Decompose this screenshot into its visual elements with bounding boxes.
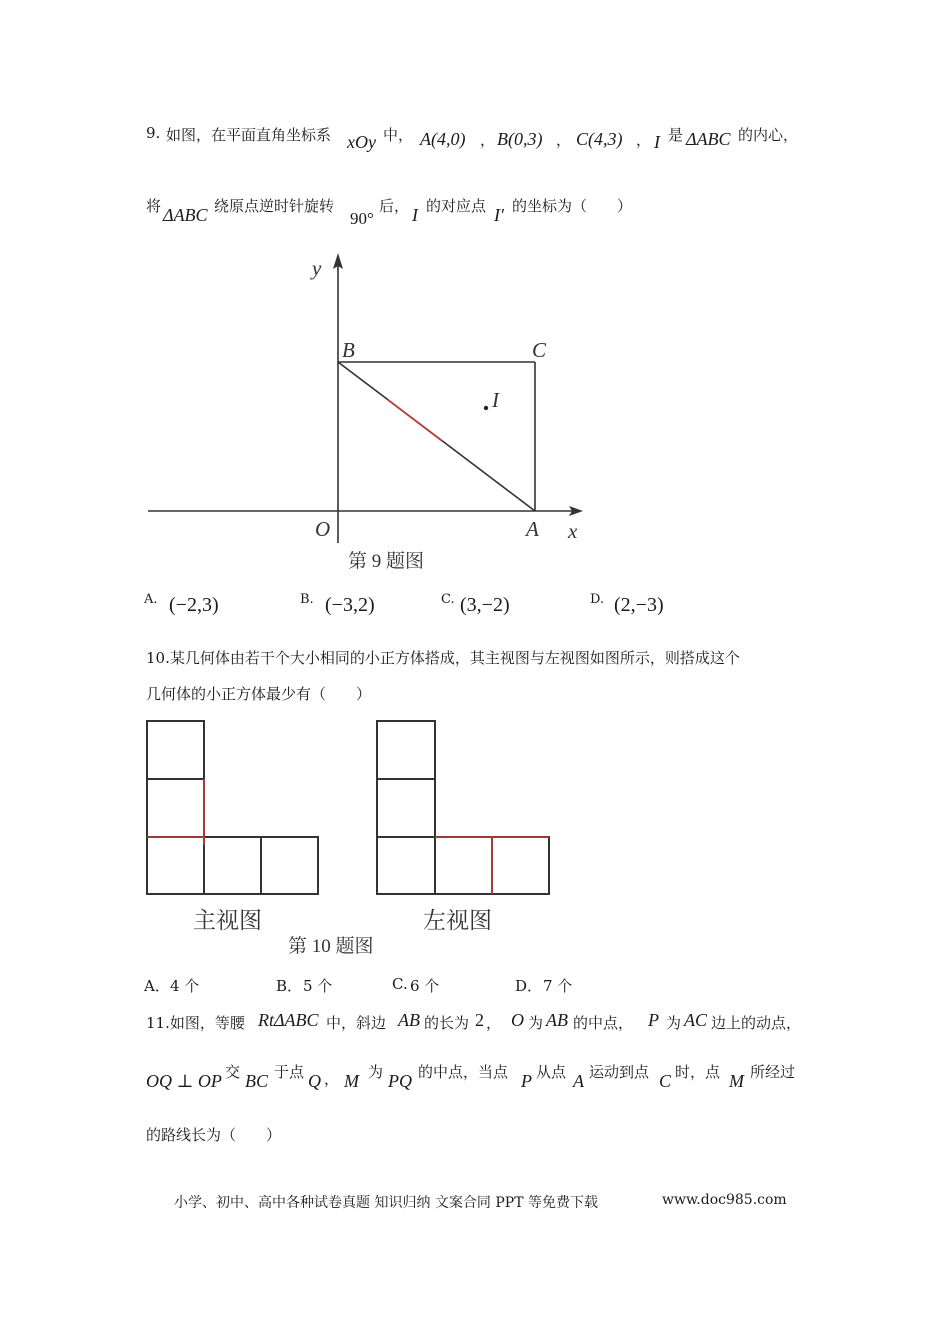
q11-text-b4: 为 (368, 1063, 384, 1081)
q11-ab-2: AB (546, 1010, 568, 1030)
q10-line-1: 10.某几何体由若干个大小相同的小正方体搭成，其主视图与左视图如图所示，则搭成这个 (146, 649, 740, 667)
origin-label: O (315, 517, 331, 541)
q10-option-a-value: 4 个 (170, 977, 200, 995)
q9-text-2: 中， (383, 126, 414, 144)
q10-option-c-letter: C. (392, 975, 408, 993)
front-view-red-marks (147, 779, 204, 845)
q11-ac: AC (684, 1010, 708, 1030)
left-view-cell (435, 837, 492, 894)
q9-degree: 90° (350, 209, 374, 228)
q11-text-b6: 从点 (536, 1063, 567, 1081)
q10-option-b-value: 5 个 (303, 977, 333, 995)
left-view-cell (377, 779, 435, 837)
q9-xoy: xOy (347, 132, 376, 152)
q9-incenter-i: I (654, 132, 660, 152)
q11-p: P (648, 1010, 659, 1030)
q10-option-b-letter: B． (276, 977, 303, 995)
q10-figure (140, 715, 570, 965)
q9-option-b-letter: B. (300, 592, 314, 607)
q11-text-6: 的中点， (573, 1014, 634, 1032)
left-view-label: 左视图 (423, 908, 492, 933)
q11-text-7: 为 (666, 1014, 682, 1032)
x-axis-label: x (568, 519, 578, 543)
q11-line-3: 的路线长为（ ） (146, 1126, 282, 1144)
q11-text-b9: 所经过 (750, 1063, 796, 1081)
q9-option-d-letter: D. (590, 592, 605, 607)
q9-sep-3: ， (636, 131, 652, 149)
front-view-label: 主视图 (193, 908, 262, 933)
q9-sep-1: ， (480, 131, 496, 149)
q9-triangle: ΔABC (686, 129, 731, 149)
q11-oq-perp-op: OQ ⊥ OP (146, 1071, 222, 1091)
front-view-cell (147, 779, 204, 837)
point-a-label: A (526, 517, 539, 541)
q10-figure-caption: 第 10 题图 (288, 936, 374, 957)
q11-ab: AB (398, 1010, 420, 1030)
q11-text-3: 的长为 (424, 1014, 470, 1032)
y-axis-label: y (312, 256, 322, 280)
q9-text-1: 如图，在平面直角坐标系 (166, 126, 332, 144)
q9-option-a-value: (−2,3) (169, 594, 219, 616)
q9-sep-2: ， (556, 131, 572, 149)
front-view-cell (204, 837, 261, 894)
q9-option-d-value: (2,−3) (614, 594, 664, 616)
q9-text-3: 是 (668, 126, 684, 144)
q11-m-2: M (729, 1071, 744, 1091)
q11-o: O (511, 1010, 524, 1030)
front-view (147, 721, 318, 894)
q9-text-4: 的内心， (738, 126, 799, 144)
q11-bc: BC (245, 1071, 269, 1091)
footer-text: 小学、初中、高中各种试卷真题 知识归纳 文案合同 PPT 等免费下载 (174, 1195, 598, 1211)
front-view-cell (147, 721, 204, 779)
q11-p-2: P (521, 1071, 532, 1091)
q9-point-b: B(0,3) (497, 129, 543, 149)
q9-point-c: C(4,3) (576, 129, 623, 149)
q11-text-b1: 交 (225, 1063, 241, 1081)
q11-two: 2 (475, 1010, 484, 1030)
point-b-label: B (342, 338, 355, 362)
front-view-cell (147, 837, 204, 894)
left-view-red-marks (435, 837, 549, 894)
q9-point-a: A(4,0) (420, 129, 466, 149)
point-c-label: C (532, 338, 547, 362)
q9-option-a-letter: A. (144, 592, 158, 607)
q11-text-2: 中，斜边 (326, 1014, 387, 1032)
q11-q: Q (308, 1071, 321, 1091)
q9-option-b-value: (−3,2) (325, 594, 375, 616)
q10-option-d-value: 7 个 (543, 977, 573, 995)
q9-option-c-letter: C. (441, 592, 455, 607)
q11-text-4: ， (486, 1014, 502, 1032)
q9-i-prime: I′ (494, 205, 504, 225)
left-view (377, 721, 549, 894)
q10-option-c-value: 6 个 (410, 977, 440, 995)
q9-i-2: I (412, 205, 418, 225)
q11-text-8: 边上的动点， (711, 1014, 802, 1032)
left-view-cell (377, 721, 435, 779)
q9-text-5: 将 (146, 197, 162, 215)
q10-option-a-letter: A． (144, 977, 170, 995)
front-view-cell (261, 837, 318, 894)
q11-a: A (573, 1071, 584, 1091)
left-view-cell (377, 837, 435, 894)
q11-text-5: 为 (528, 1014, 544, 1032)
q9-option-c-value: (3,−2) (460, 594, 510, 616)
left-view-cell (492, 837, 549, 894)
q11-text-b5: 的中点，当点 (418, 1063, 509, 1081)
q11-text-1: 11.如图，等腰 (146, 1014, 245, 1032)
q9-triangle-2: ΔABC (163, 205, 208, 225)
q11-text-b7: 运动到点 (589, 1063, 650, 1081)
q11-rt-triangle: RtΔABC (258, 1010, 319, 1030)
q11-text-b3: ， (324, 1070, 340, 1088)
q9-figure (140, 245, 600, 580)
q9-number: 9. (146, 124, 161, 142)
q9-text-8: 的对应点 (426, 197, 487, 215)
q10-line-2: 几何体的小正方体最少有（ ） (146, 685, 372, 703)
q11-pq: PQ (388, 1071, 412, 1091)
footer-url[interactable]: www.doc985.com (662, 1192, 787, 1208)
q9-text-9: 的坐标为（ ） (512, 197, 633, 215)
incenter-dot (484, 406, 488, 410)
q9-text-7: 后， (379, 197, 410, 215)
q9-text-6: 绕原点逆时针旋转 (214, 197, 335, 215)
q9-figure-caption: 第 9 题图 (348, 551, 425, 572)
incenter-label: I (492, 388, 499, 412)
q11-text-b2: 于点 (274, 1063, 305, 1081)
q11-text-b8: 时，点 (675, 1063, 721, 1081)
segment-ba-highlight (388, 400, 442, 441)
q11-c: C (659, 1071, 672, 1091)
q11-m: M (344, 1071, 359, 1091)
q10-option-d-letter: D． (515, 977, 543, 995)
